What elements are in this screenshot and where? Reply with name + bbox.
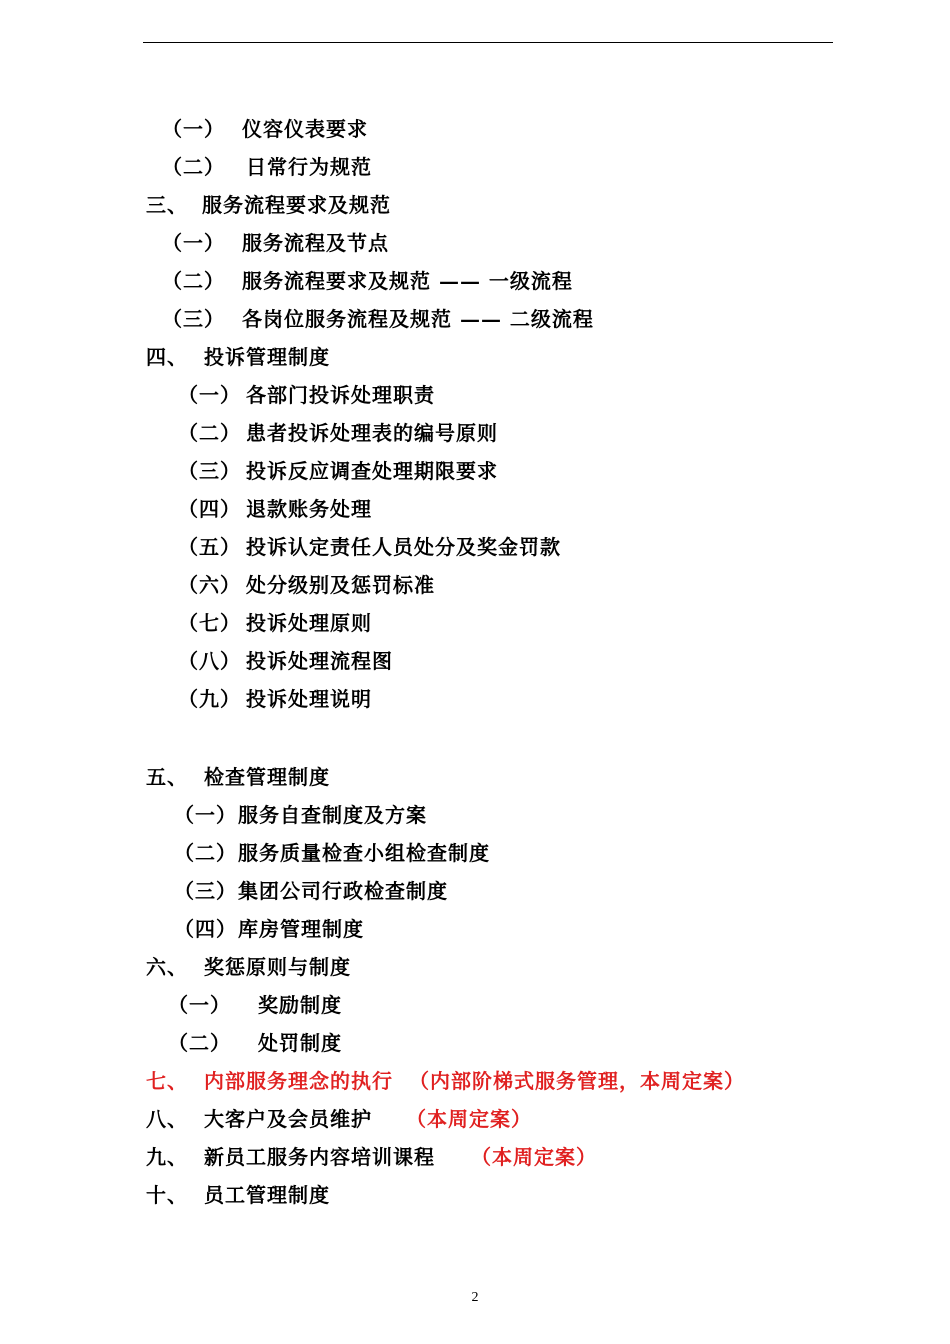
toc-item [162,266,573,296]
toc-item [178,494,372,524]
item-note: （本周定案） [471,1145,597,1169]
item-text: 投诉处理原则 [246,611,372,635]
item-number: （一） [162,231,225,255]
item-number: （一） [178,383,241,407]
item-number: （二） [168,1031,231,1055]
item-number: （一） [162,117,225,141]
item-text: 日常行为规范 [246,155,372,179]
item-text: 服务质量检查小组检查制度 [238,841,490,865]
item-text: 处分级别及惩罚标准 [246,573,435,597]
item-number: （八） [178,649,241,673]
header-rule [143,42,833,43]
item-text: 集团公司行政检查制度 [238,879,448,903]
item-text: 投诉管理制度 [204,345,330,369]
toc-item [168,990,342,1020]
toc-item [178,532,561,562]
item-number: （二） [174,841,237,865]
toc-item [174,800,427,830]
item-text: 奖惩原则与制度 [204,955,351,979]
item-text: 服务自查制度及方案 [238,803,427,827]
item-text: 新员工服务内容培训课程 [204,1145,435,1169]
toc-item [162,152,372,182]
toc-item [178,380,435,410]
toc-item [178,418,498,448]
item-text: 各部门投诉处理职责 [246,383,435,407]
toc-item [174,838,490,868]
item-number: （六） [178,573,241,597]
item-note: （内部阶梯式服务管理，本周定案） [409,1069,745,1093]
toc-item [178,456,498,486]
item-text: 检查管理制度 [204,765,330,789]
item-number: 八、 [146,1107,188,1131]
toc-item [146,1180,330,1210]
item-text: 奖励制度 [258,993,342,1017]
toc-item [146,1104,532,1134]
item-number: （二） [162,269,225,293]
toc-item [162,228,389,258]
item-text: 投诉处理说明 [246,687,372,711]
item-number: （九） [178,687,241,711]
toc-item [178,646,393,676]
item-number: （三） [162,307,225,331]
item-text: 大客户及会员维护 [204,1107,372,1131]
item-number: （一） [168,993,231,1017]
item-text: 患者投诉处理表的编号原则 [246,421,498,445]
item-number: （一） [174,803,237,827]
toc-item [178,570,435,600]
toc-item [174,914,364,944]
item-number: 九、 [146,1145,188,1169]
item-number: 五、 [146,765,188,789]
item-number: （三） [178,459,241,483]
item-text: 处罚制度 [258,1031,342,1055]
item-text: 服务流程要求及规范 [202,193,391,217]
item-text: 仪容仪表要求 [242,117,368,141]
item-text: 投诉认定责任人员处分及奖金罚款 [246,535,561,559]
toc-item [146,762,330,792]
item-number: （七） [178,611,241,635]
toc-item [146,190,391,220]
item-number: （五） [178,535,241,559]
toc-item [178,684,372,714]
toc-item [174,876,448,906]
item-text: 退款账务处理 [246,497,372,521]
toc-item [146,1142,597,1172]
toc-item [146,342,330,372]
toc-item [168,1028,342,1058]
item-text: 员工管理制度 [204,1183,330,1207]
item-number: 十、 [146,1183,188,1207]
item-note: （本周定案） [406,1107,532,1131]
item-number: （三） [174,879,237,903]
toc-item [162,114,368,144]
item-number: 四、 [146,345,188,369]
item-text: 服务流程及节点 [242,231,389,255]
item-number: （四） [174,917,237,941]
item-number: （二） [162,155,225,179]
toc-item [162,304,594,334]
toc-item [146,952,351,982]
page-number: 2 [471,1290,479,1305]
item-text: 库房管理制度 [238,917,364,941]
item-number: （二） [178,421,241,445]
item-number: （四） [178,497,241,521]
item-text: 各岗位服务流程及规范 —— 二级流程 [242,307,594,331]
item-text: 投诉处理流程图 [246,649,393,673]
toc-item [178,608,372,638]
item-number: 三、 [146,193,188,217]
item-text: 服务流程要求及规范 —— 一级流程 [242,269,573,293]
item-number: 七、 [146,1069,188,1093]
item-text: 投诉反应调查处理期限要求 [246,459,498,483]
item-number: 六、 [146,955,188,979]
item-text: 内部服务理念的执行 [204,1069,393,1093]
toc-item-highlighted [146,1066,745,1096]
